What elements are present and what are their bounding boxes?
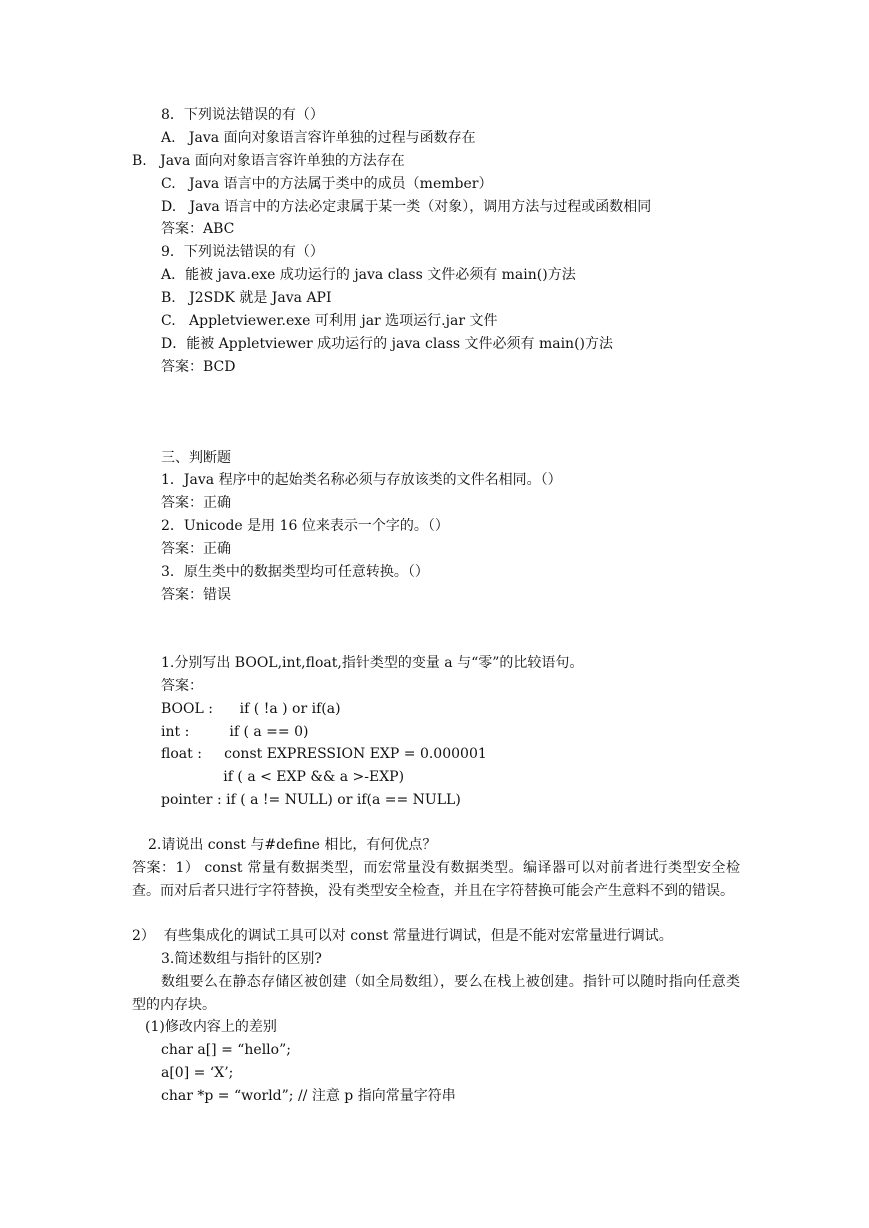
tf-q1: 1．Java 程序中的起始类名称必须与存放该类的文件名相同。（）: [161, 472, 562, 488]
qa3-code-line: a[0] = ‘X’;: [161, 1065, 234, 1081]
qa3-sub-heading: (1)修改内容上的差别: [145, 1019, 277, 1035]
qa1-code-line: float : const EXPRESSION EXP = 0.000001: [161, 746, 487, 762]
tf-heading: 三、判断题: [161, 450, 231, 466]
q9-option-b: B. J2SDK 就是 Java API: [161, 290, 332, 306]
q9-option-c: C. Appletviewer.exe 可利用 jar 选项运行.jar 文件: [161, 313, 498, 329]
qa1-code-line: BOOL : if ( !a ) or if(a): [161, 701, 341, 717]
q8-option-c: C. Java 语言中的方法属于类中的成员（member）: [161, 176, 493, 192]
qa3-answer-paragraph: 数组要么在静态存储区被创建（如全局数组），要么在栈上被创建。指针可以随时指向任意类型的内存块。: [132, 974, 740, 1013]
tf-a1: 答案：正确: [161, 495, 231, 511]
q8-option-a: A. Java 面向对象语言容许单独的过程与函数存在: [161, 130, 476, 146]
q9-question: 9．下列说法错误的有（）: [161, 244, 324, 260]
qa2-answer-point-2: 2） 有些集成化的调试工具可以对 const 常量进行调试，但是不能对宏常量进行调试。: [132, 928, 673, 944]
tf-a3: 答案：错误: [161, 587, 231, 603]
qa1-question: 1.分别写出 BOOL,int,float,指针类型的变量 a 与“零”的比较语句。: [161, 655, 584, 671]
q9-answer: 答案：BCD: [161, 359, 236, 375]
q8-question: 8．下列说法错误的有（）: [161, 107, 324, 123]
q9-option-d: D．能被 Appletviewer 成功运行的 java class 文件必须有 main()方法: [161, 336, 613, 352]
qa2-answer-paragraph: 答案：1） const 常量有数据类型，而宏常量没有数据类型。编译器可以对前者进行类型安全检查。而对后者只进行字符替换，没有类型安全检查，并且在字符替换可能会产生意料不到的错误。: [132, 860, 740, 899]
qa1-code-line: pointer : if ( a != NULL) or if(a == NULL): [161, 792, 461, 808]
tf-a2: 答案：正确: [161, 541, 231, 557]
tf-q2: 2．Unicode 是用 16 位来表示一个字的。（）: [161, 518, 449, 534]
tf-q3: 3．原生类中的数据类型均可任意转换。（）: [161, 564, 429, 580]
qa3-code-line: char a[] = “hello”;: [161, 1042, 291, 1058]
q8-option-d: D. Java 语言中的方法必定隶属于某一类（对象），调用方法与过程或函数相同: [161, 199, 652, 215]
qa1-code-line: if ( a < EXP && a >-EXP): [161, 769, 405, 785]
qa3-question: 3.简述数组与指针的区别?: [161, 951, 322, 967]
qa3-code-line: char *p = “world”; // 注意 p 指向常量字符串: [161, 1088, 456, 1104]
qa1-code-line: int : if ( a == 0): [161, 724, 309, 740]
qa2-question: 2.请说出 const 与#define 相比，有何优点？: [148, 837, 437, 853]
q8-option-b: B. Java 面向对象语言容许单独的方法存在: [132, 153, 405, 169]
qa1-answer-label: 答案：: [161, 678, 203, 694]
q8-answer: 答案：ABC: [161, 221, 235, 237]
q9-option-a: A．能被 java.exe 成功运行的 java class 文件必须有 main()方法: [161, 267, 576, 283]
